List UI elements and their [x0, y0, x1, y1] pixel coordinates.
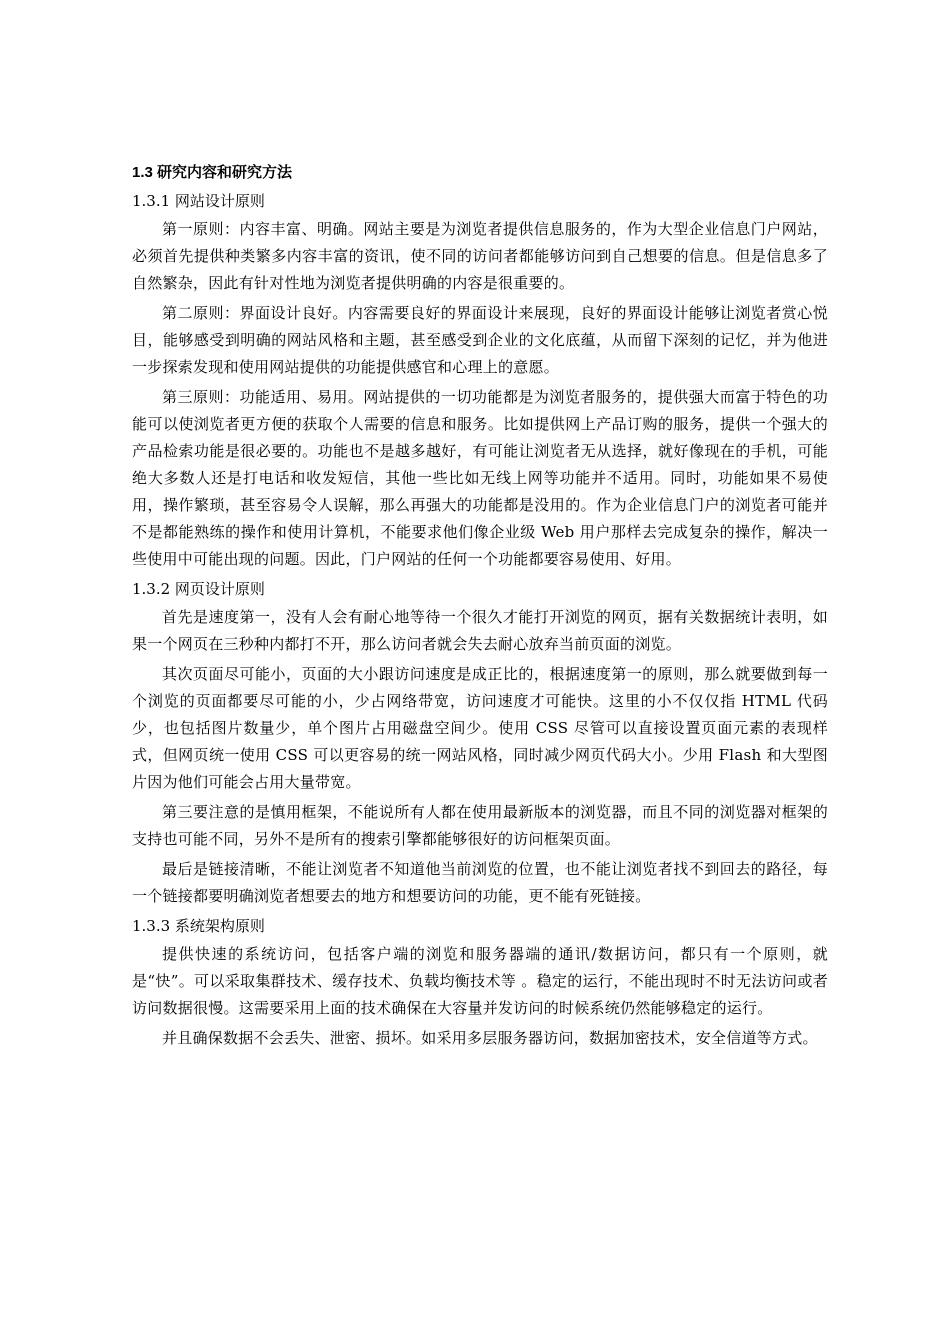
subsection-2	[132, 576, 828, 910]
paragraph: 第三原则：功能适用、易用。网站提供的一切功能都是为浏览者服务的，提供强大而富于特色的功能可以使浏览者更方便的获取个人需要的信息和服务。比如提供网上产品订购的服务，提供一个强大的产品检索功能是很必要的。功能也不是越多越好，有可能让浏览者无从选择，就好像现在的手机，可能绝大多数人还是打电话和收发短信，其他一些比如无线上网等功能并不适用。同时，功能如果不易使用，操作繁琐，甚至容易令人误解，那么再强大的功能都是没用的。作为企业信息门户的浏览者可能并不是都能熟练的操作和使用计算机，不能要求他们像企业级 Web 用户那样去完成复杂的操作，解决一些使用中可能出现的问题。因此，门户网站的任何一个功能都要容易使用、好用。	[132, 388, 828, 568]
paragraph: 其次页面尽可能小，页面的大小跟访问速度是成正比的，根据速度第一的原则，那么就要做到每一个浏览的页面都要尽可能的小，少占网络带宽，访问速度才可能快。这里的小不仅仅指 HTML 代码少，也包括图片数量少，单个图片占用磁盘空间少。使用 CSS 尽管可以直接设置页面元素的表现样式，但网页统一使用 CSS 可以更容易的统一网站风格，同时减少网页代码大小。少用 Flash 和大型图片因为他们可能会占用大量带宽。	[132, 665, 828, 791]
paragraph: 第三要注意的是慎用框架，不能说所有人都在使用最新版本的浏览器，而且不同的浏览器对框架的支持也可能不同，另外不是所有的搜索引擎都能够很好的访问框架页面。	[132, 803, 828, 848]
paragraph: 第一原则：内容丰富、明确。网站主要是为浏览者提供信息服务的，作为大型企业信息门户网站，必须首先提供种类繁多内容丰富的资讯，使不同的访问者都能够访问到自己想要的信息。但是信息多了自然繁杂，因此有针对性地为浏览者提供明确的内容是很重要的。	[132, 220, 828, 292]
subsection-1	[132, 188, 828, 573]
paragraph: 最后是链接清晰，不能让浏览者不知道他当前浏览的位置，也不能让浏览者找不到回去的路径，每一个链接都要明确浏览者想要去的地方和想要访问的功能，更不能有死链接。	[132, 860, 828, 905]
paragraph: 首先是速度第一，没有人会有耐心地等待一个很久才能打开浏览的网页，据有关数据统计表明，如果一个网页在三秒种内都打不开，那么访问者就会失去耐心放弃当前页面的浏览。	[132, 608, 828, 653]
paragraph: 第二原则：界面设计良好。内容需要良好的界面设计来展现，良好的界面设计能够让浏览者赏心悦目，能够感受到明确的网站风格和主题，甚至感受到企业的文化底蕴，从而留下深刻的记忆，并为他进一步探索发现和使用网站提供的功能提供感官和心理上的意愿。	[132, 304, 828, 376]
subsection-heading: 1.3.3 系统架构原则	[132, 917, 265, 935]
subsection-heading: 1.3.1 网站设计原则	[132, 192, 265, 210]
paragraph: 并且确保数据不会丢失、泄密、损坏。如采用多层服务器访问，数据加密技术，安全信道等方式。	[162, 1029, 818, 1047]
subsection-3	[132, 913, 828, 1052]
paragraph: 提供快速的系统访问，包括客户端的浏览和服务器端的通讯/数据访问，都只有一个原则，就是“快”。可以采取集群技术、缓存技术、负载均衡技术等 。稳定的运行，不能出现时不时无法访问或者访问数据很慢。这需要采用上面的技术确保在大容量并发访问的时候系统仍然能够稳定的运行。	[132, 945, 828, 1017]
page-content	[132, 160, 828, 1055]
section-heading: 1.3 研究内容和研究方法	[132, 164, 293, 181]
subsection-heading: 1.3.2 网页设计原则	[132, 580, 265, 598]
